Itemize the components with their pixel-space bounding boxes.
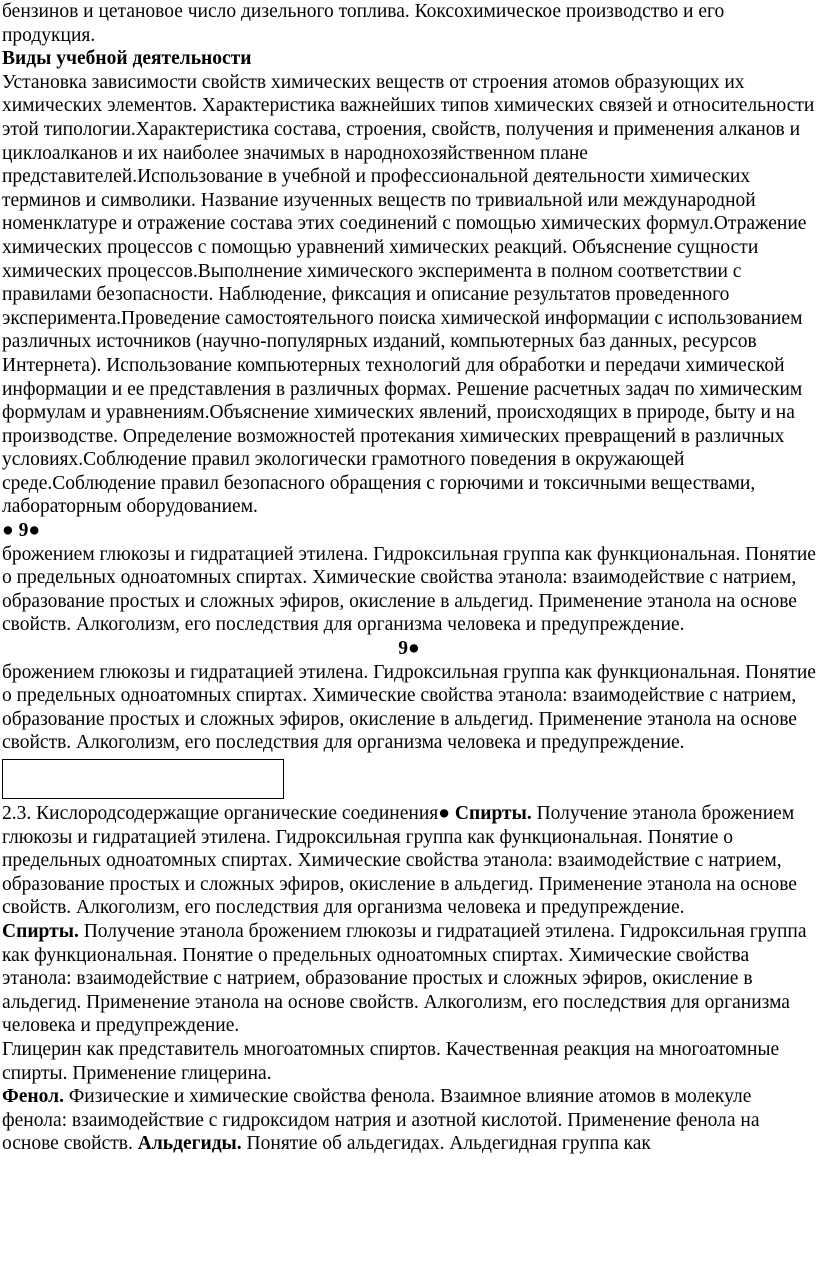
- glycerin-paragraph: Глицерин как представитель многоатомных спиртов. Качественная реакция на многоатомные спирты. Применение глицерина.: [2, 1038, 780, 1084]
- aldehydes-text: Понятие об альдегидах. Альдегидная группа как: [241, 1133, 651, 1155]
- section-2-3-rest: Получение этанола брожением глюкозы и гидратацией этилена. Гидроксильная группа как функциональная. Понятие о предельных одноатомных спиртах. Химические свойства этанола: взаимодействие с натрием, образование простых и сложных эфиров, окисление в альдегид. Применение этанола на основе свойств. Алкоголизм, его последствия для организма человека и предупреждение.: [2, 803, 797, 919]
- repeated-paragraph-1: брожением глюкозы и гидратацией этилена. Гидроксильная группа как функциональная. Понятие о предельных одноатомных спиртах. Химические свойства этанола: взаимодействие с натрием, образование простых и сложных эфиров, окисление в альдегид. Применение этанола на основе свойств. Алкоголизм, его последствия для организма человека и предупреждение.: [2, 543, 816, 636]
- spirits-rest: Получение этанола брожением глюкозы и гидратацией этилена. Гидроксильная группа как функциональная. Понятие о предельных одноатомных спиртах. Химические свойства этанола: взаимодействие с натрием, образование простых и сложных эфиров, окисление в альдегид. Применение этанола на основе свойств. Алкоголизм, его последствия для организма человека и предупреждение.: [2, 920, 807, 1037]
- activities-heading: Виды учебной деятельности: [2, 48, 252, 70]
- activities-paragraph: Установка зависимости свойств химических веществ от строения атомов образующих их химических элементов. Характеристика важнейших типов химических связей и относительности этой типологии.Характеристика состава, строения, свойств, получения и применения алканов и циклоалканов и их наиболее значимых в народнохозяйственном плане представителей.Использование в учебной и профессиональной деятельности химических терминов и символики. Название изученных веществ по тривиальной или международной номенклатуре и отражение состава этих соединений с помощью химических формул.Отражение химических процессов с помощью уравнений химических реакций. Объяснение сущности химических процессов.Выполнение химического эксперимента в полном соответствии с правилами безопасности. Наблюдение, фиксация и описание результатов проведенного эксперимента.Проведение самостоятельного поиска химической информации с использованием различных источников (научно-популярных изданий, компьютерных баз данных, ресурсов Интернета). Использование компьютерных технологий для обработки и передачи химической информации и ее представления в различных формах. Решение расчетных задач по химическим формулам и уравнениям.Объяснение химических явлений, происходящих в природе, быту и на производстве. Определение возможностей протекания химических превращений в различных условиях.Соблюдение правил экологически грамотного поведения в окружающей среде.Соблюдение правил безопасного обращения с горючими и токсичными веществами, лабораторным оборудованием.: [2, 71, 815, 518]
- page-marker-9: 9●: [398, 638, 420, 660]
- spirits-bold: Спирты.: [2, 920, 79, 942]
- section-2-3-bold: Спирты.: [454, 803, 532, 824]
- repeated-paragraph-2: брожением глюкозы и гидратацией этилена. Гидроксильная группа как функциональная. Понятие о предельных одноатомных спиртах. Химические свойства этанола: взаимодействие с натрием, образование простых и сложных эфиров, окисление в альдегид. Применение этанола на основе свойств. Алкоголизм, его последствия для организма человека и предупреждение.: [2, 661, 816, 754]
- phenol-bold: Фенол.: [2, 1086, 64, 1108]
- bullet-marker-9: ● 9●: [2, 520, 41, 542]
- phenol-paragraph: [2, 1085, 816, 1156]
- empty-frame-box: [2, 759, 284, 799]
- spirits-paragraph: [2, 920, 816, 1038]
- intro-paragraph: бензинов и цетановое число дизельного топлива. Коксохимическое производство и его продукция.: [2, 1, 725, 46]
- aldehydes-bold: Альдегиды.: [137, 1133, 242, 1155]
- section-2-3-prefix: 2.3. Кислородсодержащие органические соединения●: [2, 803, 455, 824]
- section-2-3-paragraph: [2, 802, 816, 920]
- phenol-text: Физические и химические свойства фенола. Взаимное влияние атомов в молекуле фенола: взаимодействие с гидроксидом натрия и азотной кислотой. Применение фенола на основе свойств.: [2, 1086, 760, 1155]
